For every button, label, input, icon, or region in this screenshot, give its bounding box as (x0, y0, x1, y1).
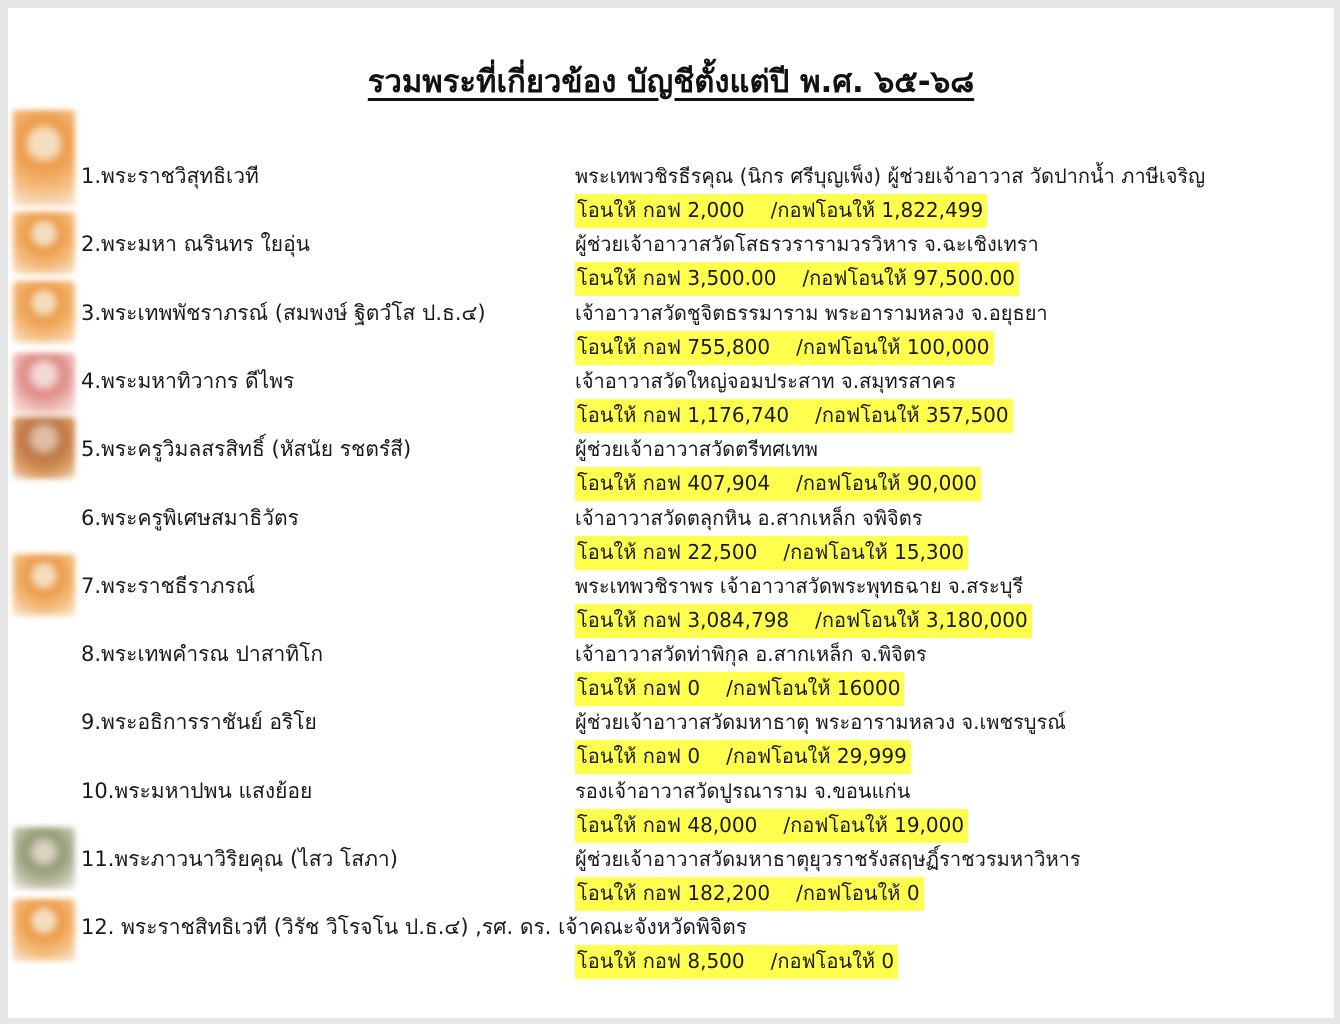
transfer-to-amount: โอนให้ กอฟ 3,084,798 (577, 607, 790, 632)
transfer-to-amount: โอนให้ กอฟ 182,200 (577, 881, 771, 905)
list-item (8, 156, 1334, 224)
list-item (8, 634, 1334, 702)
monk-photo-blurred (13, 417, 75, 479)
monk-name: 1.พระราชวิสุทธิเวที (81, 164, 259, 188)
list-item (8, 907, 1334, 975)
monk-position: รองเจ้าอาวาสวัดปูรณาราม จ.ขอนแก่น (575, 778, 911, 803)
monk-photo-blurred (13, 554, 75, 616)
transfer-to-amount: โอนให้ กอฟ 0 (577, 676, 701, 701)
list-item (8, 771, 1334, 839)
monk-name: 2.พระมหา ณรินทร ใยอุ่น (81, 232, 311, 257)
monk-name: 12. พระราชสิทธิเวที (วิรัช วิโรจโน ป.ธ.๔) ,รศ. ดร. เจ้าคณะจังหวัดพิจิตร (81, 915, 748, 940)
monk-position: ผู้ช่วยเจ้าอาวาสวัดโสธรวรารามวรวิหาร จ.ฉะเชิงเทรา (575, 232, 1039, 257)
monk-photo-blurred (13, 353, 75, 415)
monk-position: เจ้าอาวาสวัดใหญ่จอมประสาท จ.สมุทรสาคร (575, 368, 956, 393)
transfer-highlight (575, 672, 904, 706)
transfer-to-amount: โอนให้ กอฟ 755,800 (577, 334, 771, 359)
transfer-to-amount: โอนให้ กอฟ 1,176,740 (577, 402, 790, 427)
monk-name: 8.พระเทพคำรณ ปาสาทิโก (81, 642, 324, 667)
transfer-from-amount: /กอฟโอนให้ 19,000 (783, 812, 965, 837)
transfer-from-amount: /กอฟโอนให้ 15,300 (783, 539, 965, 564)
transfer-from-amount: /กอฟโอนให้ 29,999 (726, 744, 907, 769)
transfer-from-amount: /กอฟโอนให้ 0 (796, 881, 920, 905)
transfer-to-amount: โอนให้ กอฟ 22,500 (577, 539, 758, 564)
document-title (8, 56, 1334, 106)
transfer-to-amount: โอนให้ กอฟ 48,000 (577, 812, 758, 837)
transfer-highlight (575, 536, 968, 570)
list-item (8, 498, 1334, 566)
list-item (8, 293, 1334, 361)
transfer-from-amount: /กอฟโอนให้ 100,000 (796, 334, 990, 359)
monk-name: 6.พระครูพิเศษสมาธิวัตร (81, 505, 299, 530)
monk-position: พระเทพวชิรธีรคุณ (นิกร ศรีบุญเพ็ง) ผู้ช่วยเจ้าอาวาส วัดปากน้ำ ภาษีเจริญ (575, 164, 1206, 188)
transfer-highlight (575, 467, 981, 501)
transfer-highlight (575, 262, 1019, 296)
monk-position: เจ้าอาวาสวัดตลุกหิน อ.สากเหล็ก จพิจิตร (575, 505, 923, 530)
transfer-highlight (575, 331, 994, 365)
monk-position: พระเทพวชิราพร เจ้าอาวาสวัดพระพุทธฉาย จ.สระบุรี (575, 573, 1024, 598)
monk-name: 11.พระภาวนาวิริยคุณ (ไสว โสภา) (81, 847, 398, 871)
transfer-to-amount: โอนให้ กอฟ 0 (577, 744, 701, 769)
monk-position: เจ้าอาวาสวัดชูจิตธรรมาราม พระอารามหลวง จ.อยุธยา (575, 300, 1048, 325)
monk-name: 4.พระมหาทิวากร ดีไพร (81, 368, 295, 393)
list-item (8, 839, 1334, 907)
monk-position: ผู้ช่วยเจ้าอาวาสวัดมหาธาตุ พระอารามหลวง จ.เพชรบูรณ์ (575, 710, 1066, 735)
list-item (8, 566, 1334, 634)
monk-name: 3.พระเทพพัชราภรณ์ (สมพงษ์ ฐิตวํโส ป.ธ.๔) (81, 300, 486, 325)
monk-name: 5.พระครูวิมลสรสิทธิ์ (หัสนัย รชตรํสี) (81, 437, 412, 462)
list-item (8, 429, 1334, 497)
transfer-to-amount: โอนให้ กอฟ 3,500.00 (577, 266, 777, 291)
monk-position: ผู้ช่วยเจ้าอาวาสวัดตรีทศเทพ (575, 437, 818, 462)
list-item (8, 702, 1334, 770)
transfer-from-amount: /กอฟโอนให้ 3,180,000 (815, 607, 1028, 632)
transfer-to-amount: โอนให้ กอฟ 407,904 (577, 471, 771, 496)
transfer-from-amount: /กอฟโอนให้ 357,500 (815, 402, 1009, 427)
transfer-highlight (575, 740, 911, 774)
monk-photo-blurred (13, 899, 75, 961)
transfer-highlight (575, 809, 968, 843)
transfer-highlight (575, 945, 898, 979)
transfer-highlight (575, 399, 1013, 433)
transfer-highlight (575, 194, 987, 228)
monk-photo-blurred (13, 212, 75, 274)
monk-name: 9.พระอธิการราชันย์ อริโย (81, 710, 317, 735)
document-page (8, 8, 1334, 1018)
transfer-to-amount: โอนให้ กอฟ 2,000 (577, 198, 745, 222)
transfer-from-amount: /กอฟโอนให้ 1,822,499 (770, 198, 984, 222)
transfer-from-amount: /กอฟโอนให้ 16000 (726, 676, 901, 701)
document-title-text: รวมพระที่เกี่ยวข้อง บัญชีตั้งแต่ปี พ.ศ. ๖๕-๖๘ (367, 64, 975, 100)
transfer-highlight (575, 877, 924, 911)
monk-name: 7.พระราชธีราภรณ์ (81, 573, 256, 598)
transfer-highlight (575, 604, 1032, 638)
monk-position: ผู้ช่วยเจ้าอาวาสวัดมหาธาตุยุวราชรังสฤษฏิ์ราชวรมหาวิหาร (575, 847, 1081, 871)
monk-photo-blurred (13, 281, 75, 343)
monk-position: เจ้าอาวาสวัดท่าพิกุล อ.สากเหล็ก จ.พิจิตร (575, 642, 927, 667)
transfer-to-amount: โอนให้ กอฟ 8,500 (577, 949, 745, 974)
list-item (8, 224, 1334, 292)
monk-photo-blurred (13, 827, 75, 889)
monk-photo-blurred (13, 110, 75, 206)
monk-name: 10.พระมหาปพน แสงย้อย (81, 778, 313, 803)
transfer-from-amount: /กอฟโอนให้ 0 (770, 949, 895, 974)
transfer-from-amount: /กอฟโอนให้ 90,000 (796, 471, 977, 496)
list-item (8, 361, 1334, 429)
transfer-from-amount: /กอฟโอนให้ 97,500.00 (802, 266, 1015, 291)
